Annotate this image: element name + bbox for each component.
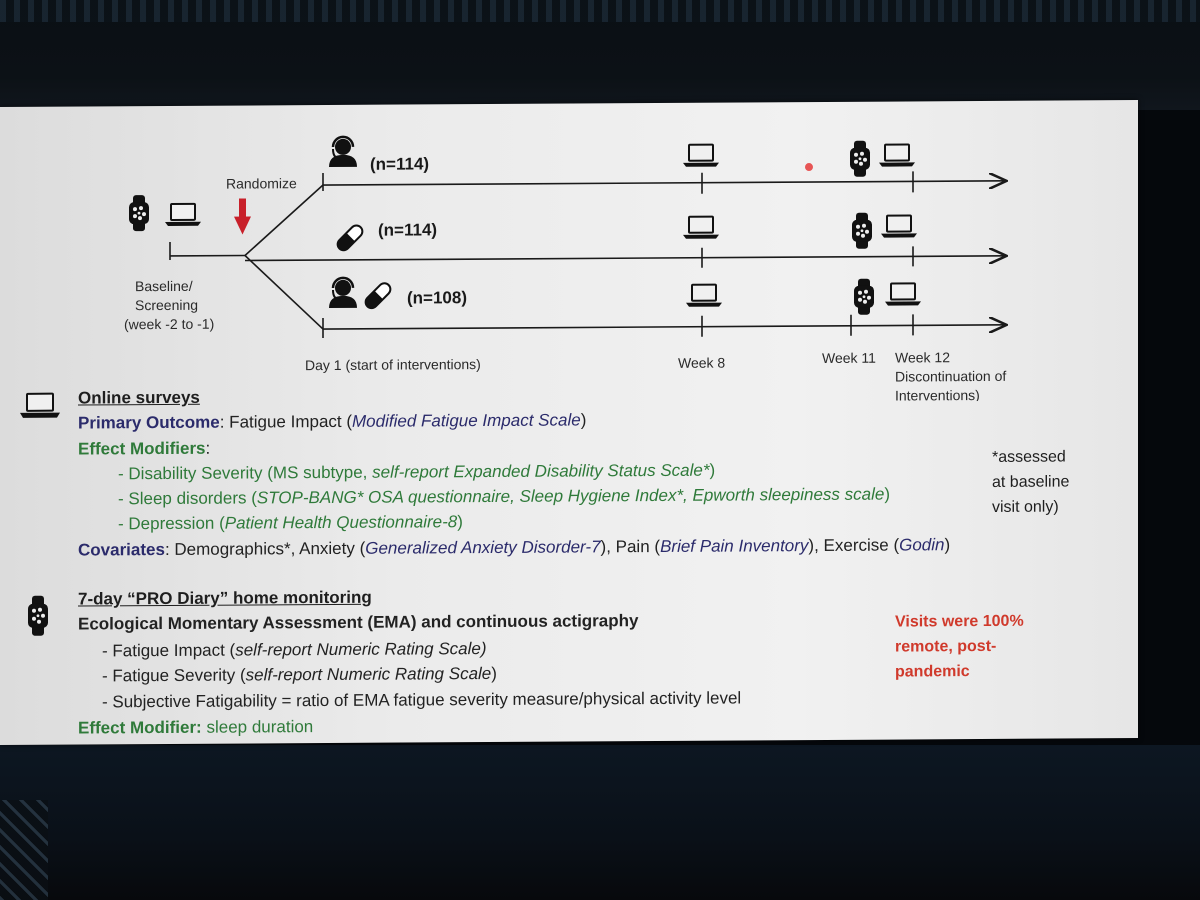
arm-2-n: (n=114) <box>378 220 438 240</box>
laptop-icon <box>881 214 917 237</box>
footnote-line: *assessed <box>992 448 1066 466</box>
laptop-icon <box>885 282 921 305</box>
baseline-label-line3: (week -2 to -1) <box>124 315 215 333</box>
diary-item-text: - Fatigue Severity ( <box>102 665 246 686</box>
modifier-item-text: - Disability Severity (MS subtype, <box>118 462 373 484</box>
headset-person-icon <box>329 278 357 308</box>
diary-item-text: - Fatigue Impact ( <box>102 640 236 661</box>
pill-icon <box>335 223 365 253</box>
smartwatch-icon <box>854 279 874 315</box>
modifier-item-text: - Depression ( <box>118 513 225 534</box>
primary-outcome-line <box>78 410 586 433</box>
randomize-label: Randomize <box>226 175 297 192</box>
ema-subheading: Ecological Momentary Assessment (EMA) and continuous actigraphy <box>78 611 639 634</box>
arm-1-n: (n=114) <box>370 154 430 174</box>
covariates-line <box>78 535 950 560</box>
pro-diary-heading: 7-day “PRO Diary” home monitoring <box>78 587 372 609</box>
stage-truss <box>0 800 48 900</box>
modifier-item-scale: self-report Expanded Disability Status Scale* <box>372 460 710 482</box>
smartwatch-icon <box>26 595 50 637</box>
lighting-truss <box>0 0 1200 22</box>
study-timeline-diagram <box>0 100 1138 407</box>
modifier-item-close: ) <box>884 484 891 504</box>
primary-outcome-label: Primary Outcome <box>78 412 220 433</box>
covariates-label: Covariates <box>78 539 165 560</box>
diary-item <box>102 688 741 712</box>
diary-item-text: - Subjective Fatigability = ratio of EMA fatigue severity measure/physical activity level <box>102 688 742 712</box>
modifier-item <box>118 485 890 510</box>
effect-modifiers-line <box>78 439 210 460</box>
day1-label: Day 1 (start of interventions) <box>305 356 481 374</box>
modifier-item <box>118 512 463 534</box>
primary-outcome-text: : Fatigue Impact ( <box>219 411 353 432</box>
laser-pointer-dot <box>805 163 813 171</box>
footnote-line: at baseline <box>992 473 1070 491</box>
diary-effect-modifier-label: Effect Modifier: <box>78 717 202 738</box>
smartwatch-icon <box>850 141 870 177</box>
effect-modifiers-colon: : <box>205 438 211 458</box>
arm-3-timeline <box>323 325 1005 329</box>
covariates-scale: Godin <box>899 535 945 555</box>
randomize-arrow <box>234 198 251 234</box>
modifier-item <box>118 461 715 485</box>
week12-label-line1: Week 12 <box>895 349 950 366</box>
laptop-icon <box>686 284 722 307</box>
branch-arm-1 <box>245 185 323 255</box>
modifier-item-text: - Sleep disorders ( <box>118 488 257 509</box>
modifier-item-close: ) <box>709 460 716 480</box>
remote-visits-note-line: Visits were 100% <box>895 612 1024 631</box>
laptop-icon <box>18 390 62 422</box>
baseline-label-line2: Screening <box>135 296 199 314</box>
week8-label: Week 8 <box>678 354 726 371</box>
laptop-icon <box>165 203 201 226</box>
diary-item-scale: self-report Numeric Rating Scale <box>245 663 492 685</box>
week11-label: Week 11 <box>822 349 876 366</box>
online-surveys-heading: Online surveys <box>78 387 200 408</box>
baseline-label-line1: Baseline/ <box>135 277 193 295</box>
covariates-text: ), Pain ( <box>600 536 661 557</box>
modifier-item-scale: STOP-BANG* OSA questionnaire, Sleep Hygiene Index*, Epworth sleepiness scale <box>256 484 885 508</box>
remote-visits-note-line: pandemic <box>895 663 970 681</box>
week12-label-line3: Interventions) <box>895 387 980 404</box>
branch-arm-3 <box>245 255 323 329</box>
effect-modifiers-label: Effect Modifiers <box>78 438 206 459</box>
diary-item <box>102 664 497 686</box>
laptop-icon <box>683 216 719 239</box>
arm-1-timeline <box>323 181 1005 185</box>
week12-label-line2: Discontinuation of <box>895 367 1007 385</box>
arm-3-n: (n=108) <box>407 288 467 308</box>
diary-item-close: ) <box>491 663 497 683</box>
arm-2-timeline <box>245 256 1005 261</box>
covariates-text: : Demographics*, Anxiety ( <box>164 538 366 559</box>
primary-outcome-scale: Modified Fatigue Impact Scale <box>352 410 581 431</box>
modifier-item-close: ) <box>457 512 463 532</box>
covariates-text: ), Exercise ( <box>808 535 900 556</box>
diary-effect-modifier-text: sleep duration <box>201 717 314 737</box>
laptop-icon <box>879 143 915 166</box>
remote-visits-note-line: remote, post- <box>895 637 997 656</box>
diary-item-scale: self-report Numeric Rating Scale) <box>235 639 487 660</box>
projection-screen <box>0 100 1138 745</box>
stage-floor <box>0 745 1200 900</box>
diary-item <box>102 639 487 661</box>
smartwatch-icon <box>129 195 149 231</box>
modifier-item-scale: Patient Health Questionnaire-8 <box>224 512 458 533</box>
pill-icon <box>363 281 393 311</box>
laptop-icon <box>683 144 719 167</box>
smartwatch-icon <box>852 213 872 249</box>
footnote-line: visit only) <box>992 498 1059 516</box>
diary-effect-modifier-line <box>78 717 313 738</box>
headset-person-icon <box>329 137 357 167</box>
primary-outcome-close: ) <box>580 410 587 430</box>
covariates-scale: Generalized Anxiety Disorder-7 <box>365 537 601 558</box>
covariates-text: ) <box>944 535 951 555</box>
covariates-scale: Brief Pain Inventory <box>660 536 809 556</box>
